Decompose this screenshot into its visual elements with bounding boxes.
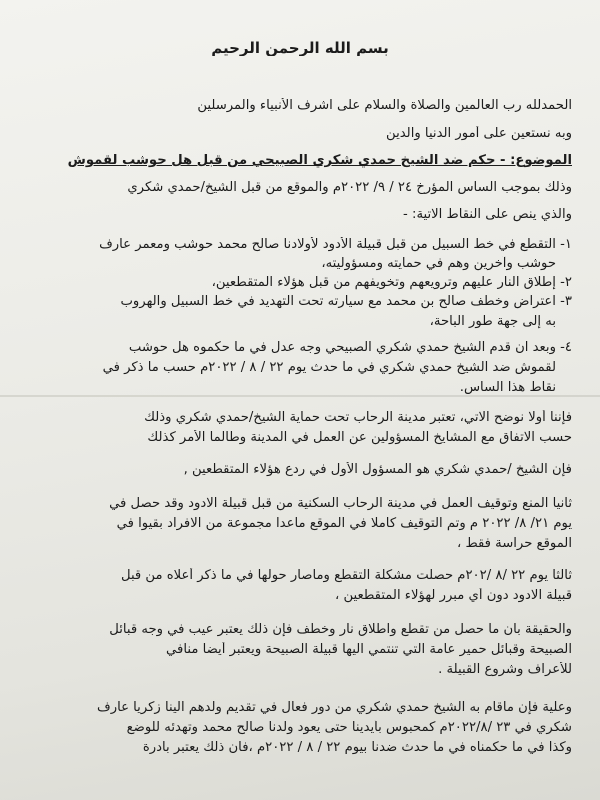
basmala: بسم الله الرحمن الرحيم xyxy=(211,40,389,56)
section-5-line-2: الصبيحة وقبائل حمير عامة التي تنتمي اليها قبيلة الصبيحة ويعتبر أيضا منافي xyxy=(166,642,572,657)
section-1-line-1: فإننا أولا نوضح الاتي، تعتبر مدينة الرحاب تحت حماية الشيخ/حمدي شكري وذلك xyxy=(144,410,572,425)
section-3-line-1: ثانيا المنع وتوقيف العمل في مدينة الرحاب السكنية من قبل قبيلة الادود وقد حصل في xyxy=(109,496,572,511)
section-6-line-2: شكري في ٢٣ /٢٠٢٢/٨م كمحبوس بأيدينا حتى يعود ولدنا صالح محمد وتهدئه للوضع xyxy=(126,720,572,735)
point-1-line-2: حوشب وآخرين وهم في حمايته ومسؤوليته، xyxy=(321,256,556,271)
point-2-line-1: ٢- إطلاق النار عليهم وترويعهم وتخويفهم من قبل هؤلاء المتقطعين، xyxy=(211,275,572,290)
section-3-line-2: يوم ٢١/ ٨/ ٢٠٢٢ م وتم التوقيف كاملا في الموقع ماعدا مجموعة من الافراد بقيوا في xyxy=(116,516,572,531)
section-5-line-3: للأعراف وشروع القبيلة . xyxy=(438,662,572,677)
greeting-line-2: وبه نستعين على أمور الدنيا والدين xyxy=(386,126,572,141)
point-4-line-1: ٤- وبعد ان قدم الشيخ حمدي شكري الصبيحي وجه عدل في ما حكموه هل حوشب xyxy=(128,340,572,355)
section-1-line-2: حسب الاتفاق مع المشايخ المسؤولين عن العمل في المدينة وطالما الأمر كذلك xyxy=(147,430,572,445)
section-3-line-3: الموقع حراسة فقط ، xyxy=(457,536,572,551)
greeting-line-1: الحمدلله رب العالمين والصلاة والسلام على اشرف الأنبياء والمرسلين xyxy=(197,98,572,113)
intro-line-1: وذلك بموجب الساس المؤرخ ٢٤ / ٩/ ٢٠٢٢م والموقع من قبل الشيخ/حمدي شكري xyxy=(127,180,572,195)
point-4-line-2: لقموش ضد الشيخ حمدي شكري في ما حدث يوم ٢٢ / ٨ / ٢٠٢٢م حسب ما ذكر في xyxy=(102,360,556,375)
section-6-line-1: وعلية فإن ماقام به الشيخ حمدي شكري من دور فعال في تقديم ولدهم الينا زكريا عارف xyxy=(97,700,572,715)
section-6-line-3: وكذا في ما حكمناه في ما حدث ضدنا بيوم ٢٢ / ٨ / ٢٠٢٢م ،فان ذلك يعتبر بادرة xyxy=(142,740,572,755)
section-2-line-1: فإن الشيخ /حمدي شكري هو المسؤول الأول في ردع هؤلاء المتقطعين , xyxy=(183,462,572,477)
point-3-line-1: ٣- اعتراض وخطف صالح بن محمد مع سيارته تحت التهديد في خط السبيل والهروب xyxy=(120,294,572,309)
point-1-line-1: ١- التقطع في خط السبيل من قبل قبيلة الأدود لأولادنا صالح محمد حوشب ومعمر عارف xyxy=(99,237,572,252)
subject-line: الموضوع: - حكم ضد الشيخ حمدي شكري الصبيحي من قبل هل حوشب لقموش xyxy=(67,153,572,168)
point-3-line-2: به إلى جهة طور الباحة، xyxy=(429,314,556,329)
section-5-line-1: والحقيقة بان ما حصل من تقطع واطلاق نار وخطف فإن ذلك يعتبر عيب في وجه قبائل xyxy=(109,622,572,637)
section-4-line-2: قبيلة الادود دون أي مبرر لهؤلاء المتقطعين ، xyxy=(335,588,572,603)
section-4-line-1: ثالثا يوم ٢٢ /٨ /٢٠٢م حصلت مشكلة التقطع وماصار حولها في ما ذكر أعلاه من قبل xyxy=(120,568,572,583)
point-4-line-3: نقاط هذا الساس. xyxy=(459,380,556,395)
intro-line-2: والذي ينص على النقاط الاتية: - xyxy=(403,207,572,222)
